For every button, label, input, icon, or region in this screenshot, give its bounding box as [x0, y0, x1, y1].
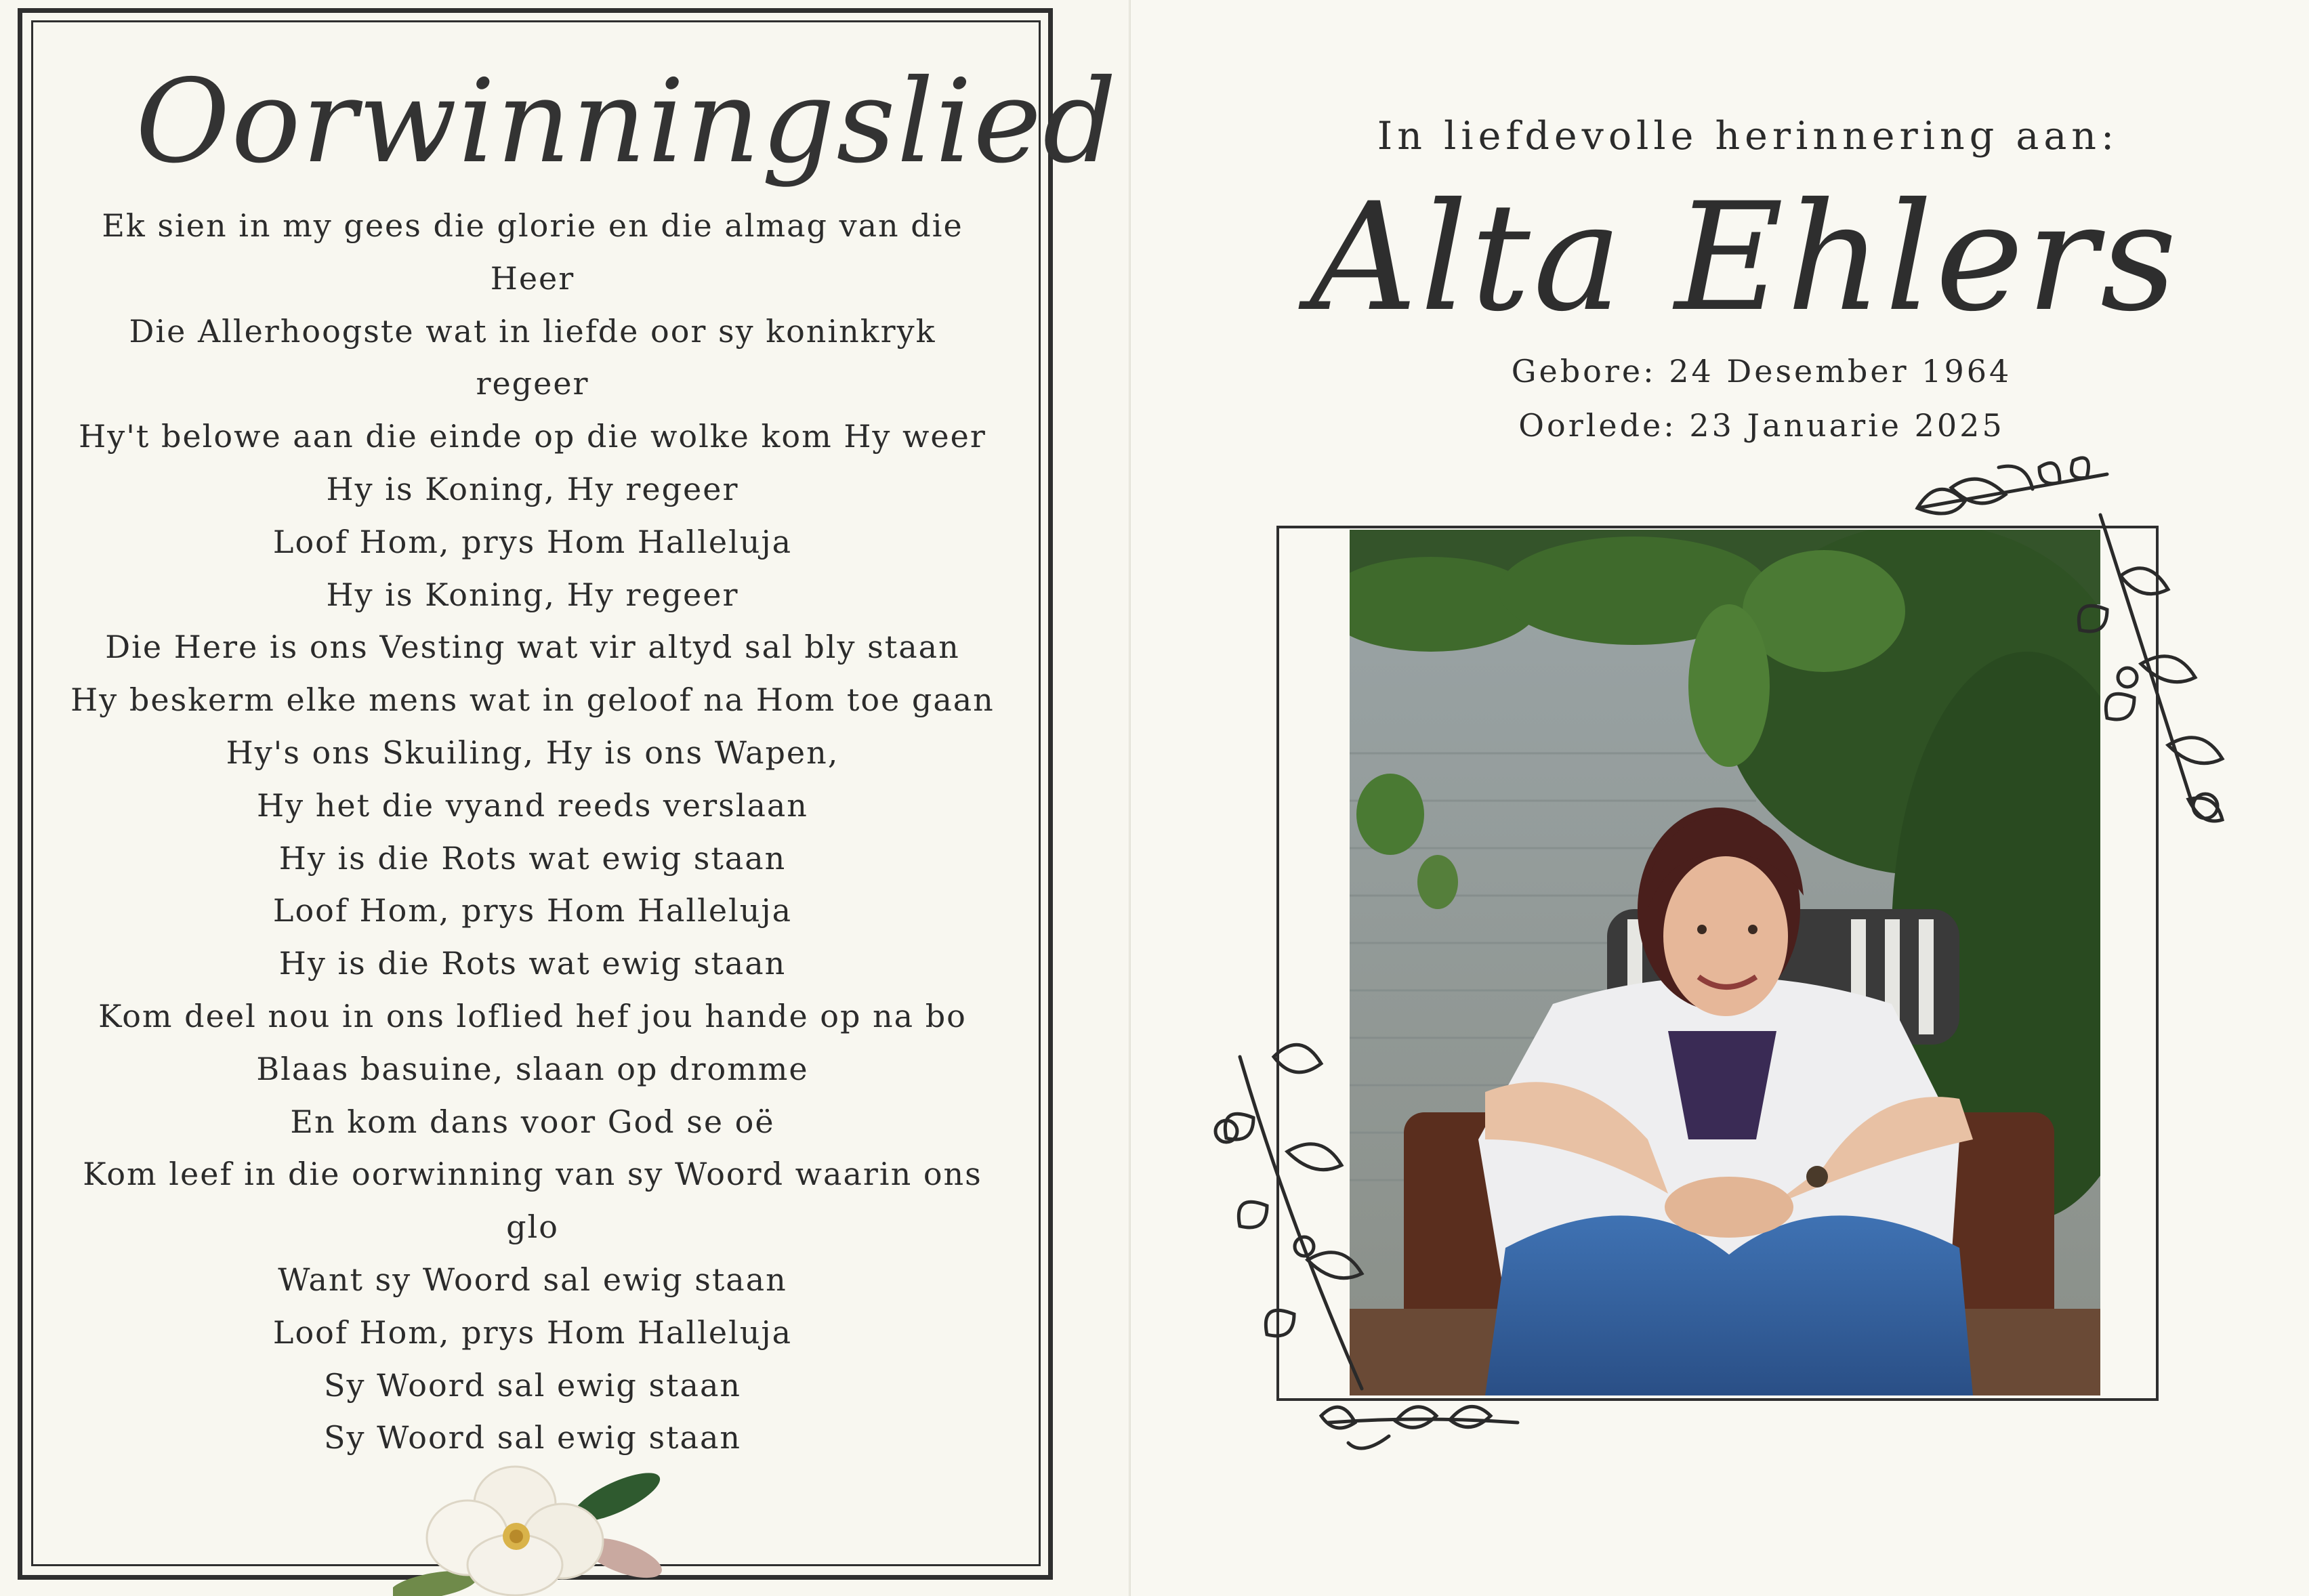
lyric-line: Sy Woord sal ewig staan [323, 1419, 742, 1456]
dates-block [1348, 344, 2175, 453]
lyric-line: Hy het die vyand reeds verslaan [257, 786, 808, 824]
lyric-line: Ek sien in my gees die glorie en die almag van die [102, 207, 963, 244]
lyric-line: Hy't belowe aan die einde op die wolke kom Hy weer [79, 418, 986, 455]
lyric-line: Blaas basuine, slaan op dromme [256, 1050, 809, 1087]
lyric-line: Die Allerhoogste wat in liefde oor sy koninkryk [129, 312, 936, 350]
birth-date: Gebore: 24 Desember 1964 [1511, 353, 2012, 390]
lyric-line: Heer [490, 259, 575, 297]
lyric-line: Want sy Woord sal ewig staan [278, 1261, 787, 1298]
portrait-photo [1350, 530, 2100, 1395]
lyric-line: Hy's ons Skuiling, Hy is ons Wapen, [226, 734, 839, 771]
lyric-line: Loof Hom, prys Hom Halleluja [272, 1314, 793, 1351]
lyric-line: Hy is die Rots wat ewig staan [278, 945, 787, 982]
deceased-name: Alta Ehlers [1310, 171, 2180, 344]
lyric-line: Hy is Koning, Hy regeer [326, 576, 739, 613]
lyric-line: Die Here is ons Vesting wat vir altyd sal bly staan [105, 629, 960, 666]
lyric-line: Hy beskerm elke mens wat in geloof na Hom toe gaan [70, 681, 995, 719]
lyric-line: Hy is Koning, Hy regeer [326, 470, 739, 507]
lyric-line: En kom dans voor God se oë [290, 1103, 775, 1140]
lyric-line: Kom deel nou in ons loflied hef jou hande op na bo [98, 997, 967, 1034]
lyric-line: Loof Hom, prys Hom Halleluja [272, 892, 793, 929]
lyric-line: Loof Hom, prys Hom Halleluja [272, 523, 793, 560]
hymn-title: Oorwinningslied [136, 55, 1118, 189]
memorial-heading: In liefdevolle herinnering aan: [1377, 114, 2119, 159]
fold-line [1129, 0, 1131, 1596]
death-date: Oorlede: 23 Januarie 2025 [1518, 407, 2005, 444]
magnolia-flower-illustration [393, 1456, 705, 1596]
lyric-line: regeer [476, 365, 589, 402]
lyric-line: Sy Woord sal ewig staan [323, 1366, 742, 1404]
lyric-line: glo [506, 1209, 559, 1246]
lyric-line: Hy is die Rots wat ewig staan [278, 839, 787, 877]
lyric-line: Kom leef in die oorwinning van sy Woord waarin ons [83, 1156, 982, 1193]
lyrics [53, 200, 1012, 1465]
